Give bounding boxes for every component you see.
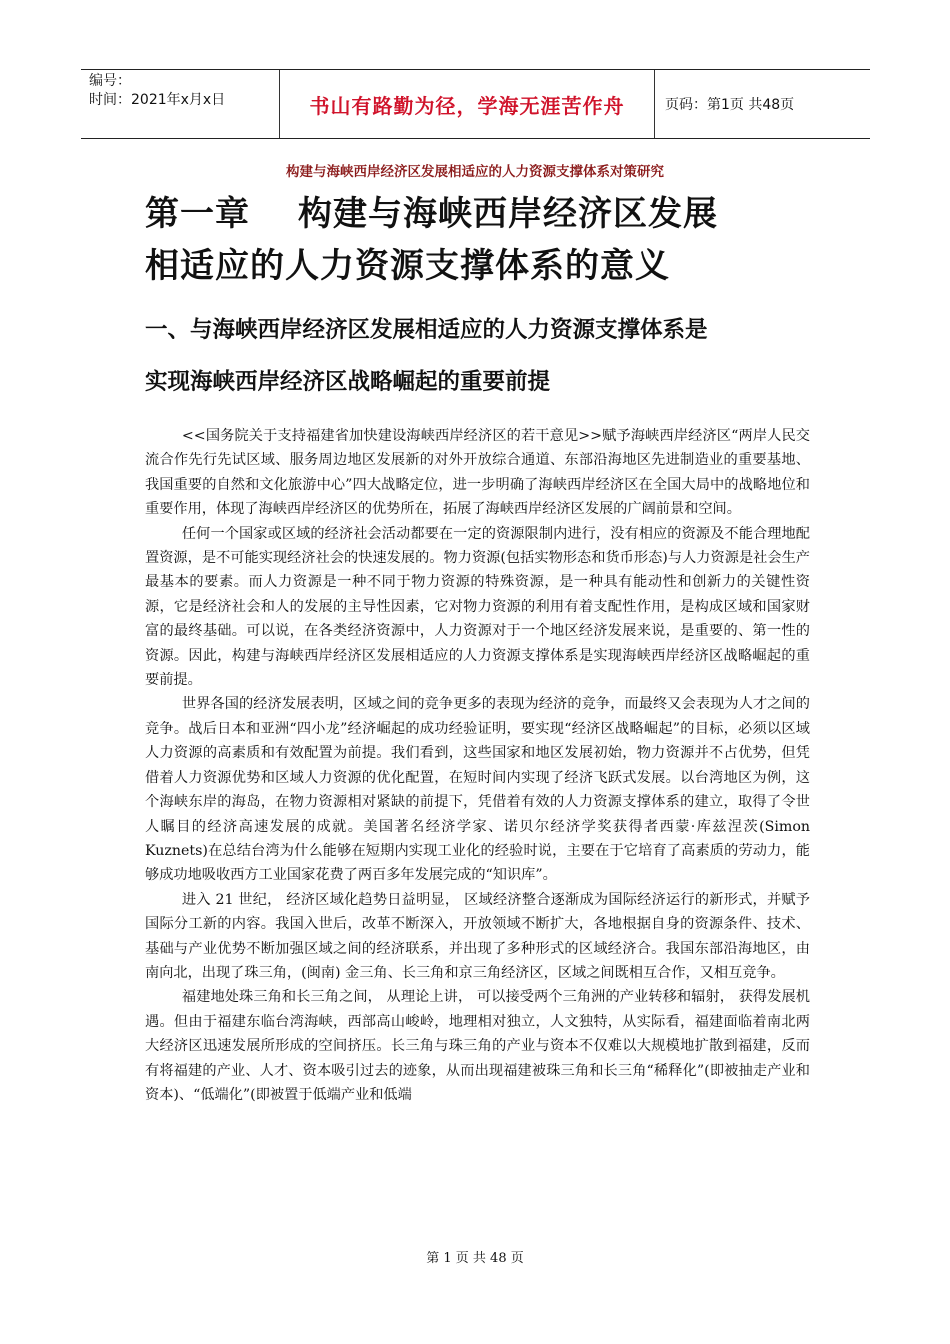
- header-motto-cell: [280, 70, 655, 138]
- page-footer: 第 1 页 共 48 页: [426, 1251, 524, 1266]
- paragraph: 进入 21 世纪， 经济区域化趋势日益明显， 区域经济整合逐渐成为国际经济运行的新形式，并赋予国际分工新的内容。我国入世后，改革不断深入，开放领域不断扩大，各地根据自身的资源条件、技术、基础与产业优势不断加强区域之间的经济联系，并出现了多种形式的区域经济合。我国东部沿海地区，由南向北，出现了珠三角，(闽南) 金三角、长三角和京三角经济区，区域之间既相互合作，又相互竞争。: [145, 891, 810, 981]
- paragraph: 福建地处珠三角和长三角之间， 从理论上讲， 可以接受两个三角洲的产业转移和辐射， 获得发展机遇。但由于福建东临台湾海峡，西部高山峻岭，地理相对独立，人文独特，从实际看，福建面临着南北两大经济区迅速发展所形成的空间挤压。长三角与珠三角的产业与资本不仅难以大规模地扩散到福建，反而有将福建的产业、人才、资本吸引过去的迹象，从而出现福建被珠三角和长三角“稀释化”(即被抽走产业和资本)、“低端化”(即被置于低端产业和低端: [145, 989, 810, 1103]
- section-heading: [145, 304, 845, 408]
- paragraph: 任何一个国家或区域的经济社会活动都要在一定的资源限制内进行，没有相应的资源及不能合理地配置资源，是不可能实现经济社会的快速发展的。物力资源(包括实物形态和货币形态)与人力资源是社会生产最基本的要素。而人力资源是一种不同于物力资源的特殊资源，是一种具有能动性和创新力的关键性资源，它是经济社会和人的发展的主导性因素，它对物力资源的利用有着支配性作用，是构成区域和国家财富的最终基础。可以说，在各类经济资源中，人力资源对于一个地区经济发展来说，是重要的、第一性的资源。因此，构建与海峡西岸经济区发展相适应的人力资源支撑体系是实现海峡西岸经济区战略崛起的重要前提。: [145, 525, 810, 689]
- header-table: [81, 69, 870, 139]
- body-text: [145, 424, 810, 1107]
- section-title-line-2: 实现海峡西岸经济区战略崛起的重要前提: [145, 369, 551, 395]
- page-info: 页码：第1页 共48页: [665, 97, 795, 113]
- chapter-number: 第一章: [145, 194, 250, 234]
- document-title: 构建与海峡西岸经济区发展相适应的人力资源支撑体系对策研究: [286, 164, 664, 180]
- header-page-cell: [655, 70, 870, 138]
- chapter-title-line-2: 相适应的人力资源支撑体系的意义: [145, 246, 670, 286]
- section-title-line-1: 一、与海峡西岸经济区发展相适应的人力资源支撑体系是: [145, 317, 708, 343]
- paragraph: <<国务院关于支持福建省加快建设海峡西岸经济区的若干意见>>赋予海峡西岸经济区“两岸人民交流合作先行先试区域、服务周边地区发展新的对外开放综合通道、东部沿海地区先进制造业的重要基地、我国重要的自然和文化旅游中心”四大战略定位，进一步明确了海峡西岸经济区在全国大局中的战略地位和重要作用，体现了海峡西岸经济区的优势所在，拓展了海峡西岸经济区发展的广阔前景和空间。: [145, 428, 810, 518]
- number-label: 编号：: [89, 73, 131, 89]
- chapter-heading-line-1: [145, 188, 825, 240]
- paragraph: 世界各国的经济发展表明，区域之间的竞争更多的表现为经济的竞争，而最终又会表现为人才之间的竞争。战后日本和亚洲“四小龙”经济崛起的成功经验证明，要实现“经济区战略崛起”的目标，必须以区域人力资源的高素质和有效配置为前提。我们看到，这些国家和地区发展初始，物力资源并不占优势，但凭借着人力资源优势和区域人力资源的优化配置，在短时间内实现了经济飞跃式发展。以台湾地区为例，这个海峡东岸的海岛，在物力资源相对紧缺的前提下，凭借着有效的人力资源支撑体系的建立，取得了令世人瞩目的经济高速发展的成就。美国著名经济学家、诺贝尔经济学奖获得者西蒙·库兹涅茨(Simon Kuznets)在总结台湾为什么能够在短期内实现工业化的经验时说，主要在于它培育了高素质的劳动力，能够成功地吸收西方工业国家花费了两百多年发展完成的“知识库”。: [145, 696, 810, 884]
- chapter-title-line-1: 构建与海峡西岸经济区发展: [298, 194, 718, 234]
- chapter-heading: [145, 188, 825, 292]
- motto-text: 书山有路勤为径，学海无涯苦作舟: [309, 93, 625, 118]
- date-label: 时间：2021年x月x日: [89, 92, 226, 108]
- header-meta-cell: [81, 70, 280, 138]
